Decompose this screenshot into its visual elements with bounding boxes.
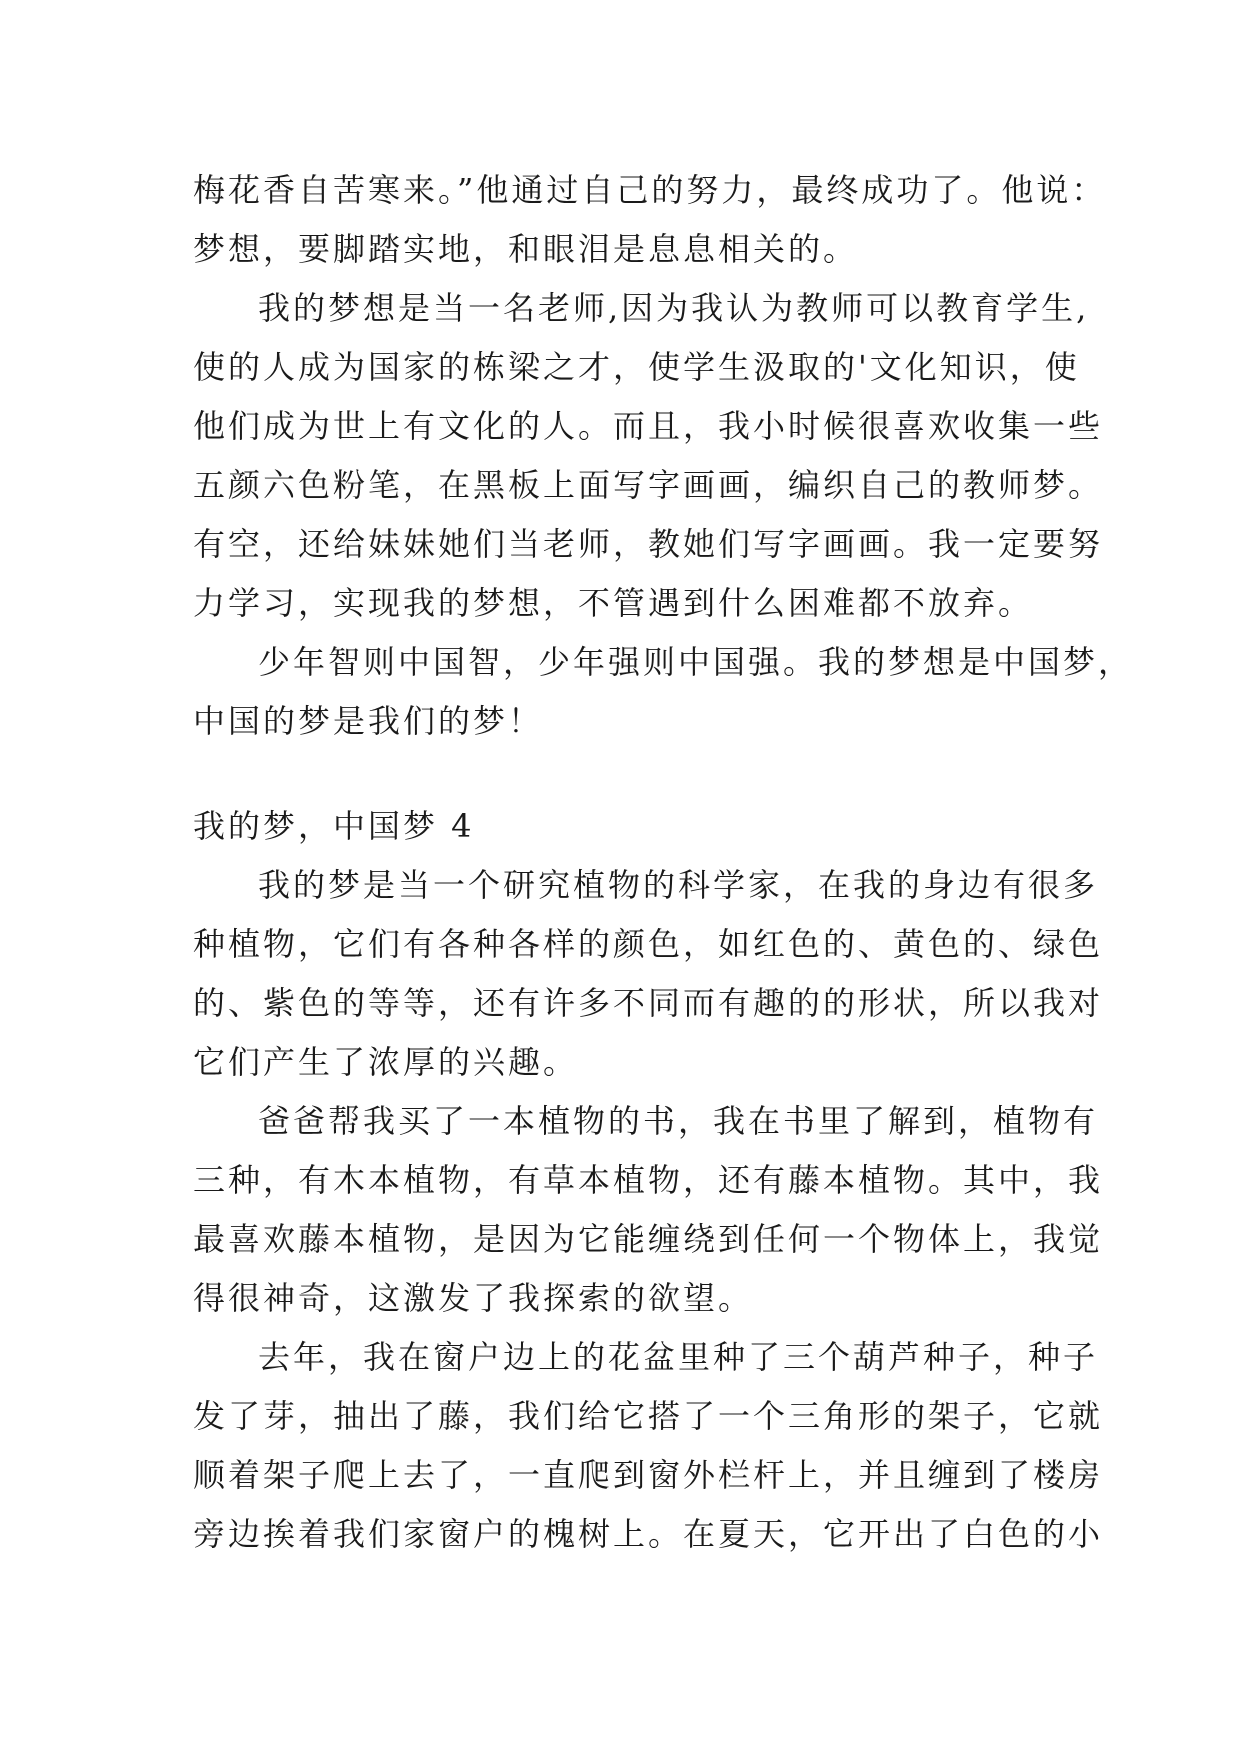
paragraph-line: 它们产生了浓厚的兴趣。 — [193, 1043, 579, 1081]
paragraph-line: 中国的梦是我们的梦！ — [193, 702, 544, 740]
paragraph-line: 的、紫色的等等，还有许多不同而有趣的的形状，所以我对 — [193, 984, 1104, 1022]
paragraph-line: 梦想，要脚踏实地，和眼泪是息息相关的。 — [193, 230, 859, 268]
paragraph-line: 发了芽，抽出了藤，我们给它搭了一个三角形的架子，它就 — [193, 1397, 1104, 1435]
paragraph-line: 旁边挨着我们家窗户的槐树上。在夏天，它开出了白色的小 — [193, 1515, 1104, 1553]
paragraph-line: 使的人成为国家的栋梁之才，使学生汲取的'文化知识，使 — [193, 348, 1080, 386]
paragraph-line: 梅花香自苦寒来。”他通过自己的努力，最终成功了。他说： — [193, 171, 1107, 209]
paragraph-line: 去年，我在窗户边上的花盆里种了三个葫芦种子，种子 — [258, 1338, 1099, 1376]
paragraph-line: 顺着架子爬上去了，一直爬到窗外栏杆上，并且缠到了楼房 — [193, 1456, 1104, 1494]
paragraph-line: 我的梦想是当一名老师,因为我认为教师可以教育学生, — [258, 289, 1090, 327]
section-heading: 我的梦，中国梦 4 — [193, 807, 475, 845]
paragraph-line: 得很神奇，这激发了我探索的欲望。 — [193, 1279, 754, 1317]
paragraph-line: 种植物，它们有各种各样的颜色，如红色的、黄色的、绿色 — [193, 925, 1104, 963]
paragraph-line: 力学习，实现我的梦想，不管遇到什么困难都不放弃。 — [193, 584, 1034, 622]
paragraph-line: 爸爸帮我买了一本植物的书，我在书里了解到，植物有 — [258, 1102, 1099, 1140]
paragraph-line: 少年智则中国智，少年强则中国强。我的梦想是中国梦， — [258, 643, 1134, 681]
paragraph-line: 最喜欢藤本植物，是因为它能缠绕到任何一个物体上，我觉 — [193, 1220, 1104, 1258]
paragraph-line: 有空，还给妹妹她们当老师，教她们写字画画。我一定要努 — [193, 525, 1104, 563]
paragraph-line: 我的梦是当一个研究植物的科学家，在我的身边有很多 — [258, 866, 1099, 904]
paragraph-line: 三种，有木本植物，有草本植物，还有藤本植物。其中，我 — [193, 1161, 1104, 1199]
paragraph-line: 他们成为世上有文化的人。而且，我小时候很喜欢收集一些 — [193, 407, 1104, 445]
paragraph-line: 五颜六色粉笔，在黑板上面写字画画，编织自己的教师梦。 — [193, 466, 1104, 504]
